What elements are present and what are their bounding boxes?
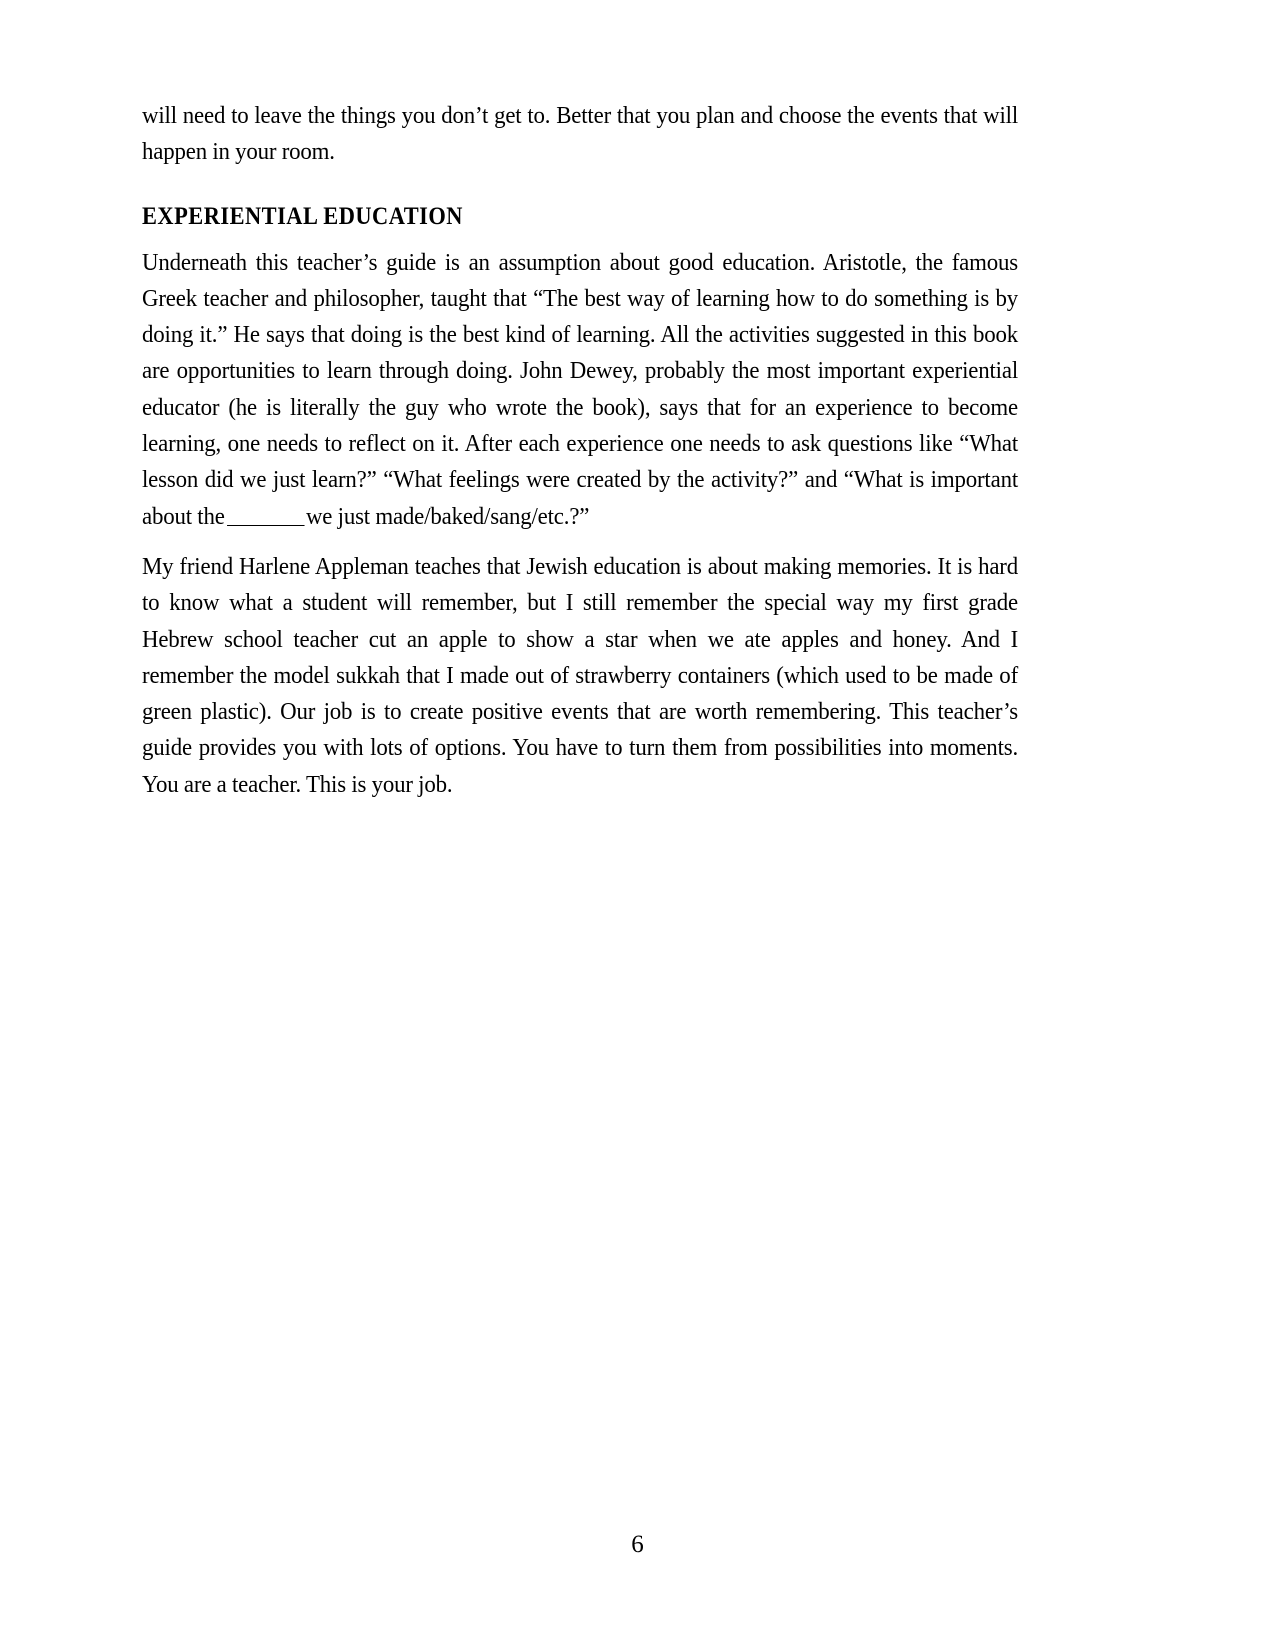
- section-heading-experiential-education: EXPERIENTIAL EDUCATION: [142, 200, 463, 230]
- paragraph-making-memories: My friend Harlene Appleman teaches that Jewish education is about making memories. It is hard to know what a student will remember, but I still remember the special way my first grade Hebrew school teacher cut an apple to show a star when we ate apples and honey. And I remember the model sukkah that I made out of strawberry containers (which used to be made of green plastic). Our job is to create positive events that are worth remembering. This teacher’s guide provides you with lots of options. You have to turn them from possibilities into moments. You are a teacher. This is your job.: [142, 552, 1019, 798]
- paragraph-text-before-blank: Underneath this teacher’s guide is an assumption about good education. Aristotle, the famous Greek teacher and philosopher, taught that “The best way of learning how to do something is by doing it.” He says that doing is the best kind of learning. All the activities suggested in this book are opportunities to learn through doing. John Dewey, probably the most important experiential educator (he is literally the guy who wrote the book), says that for an experience to become learning, one needs to reflect on it. After each experience one needs to ask questions like “What lesson did we just learn?” “What feelings were created by the activity?” and “What is important about the: [142, 248, 1019, 530]
- page-number: 6: [631, 1531, 644, 1558]
- fill-in-the-blank-rule: [227, 525, 304, 526]
- page-content: [142, 98, 1018, 803]
- paragraph-experiential-overview: [142, 245, 1018, 535]
- text-column: [142, 98, 1018, 803]
- continued-paragraph: will need to leave the things you don’t get to. Better that you plan and choose the events that will happen in your room.: [142, 102, 1019, 166]
- paragraph-text-after-blank: we just made/baked/sang/etc.?”: [305, 502, 590, 530]
